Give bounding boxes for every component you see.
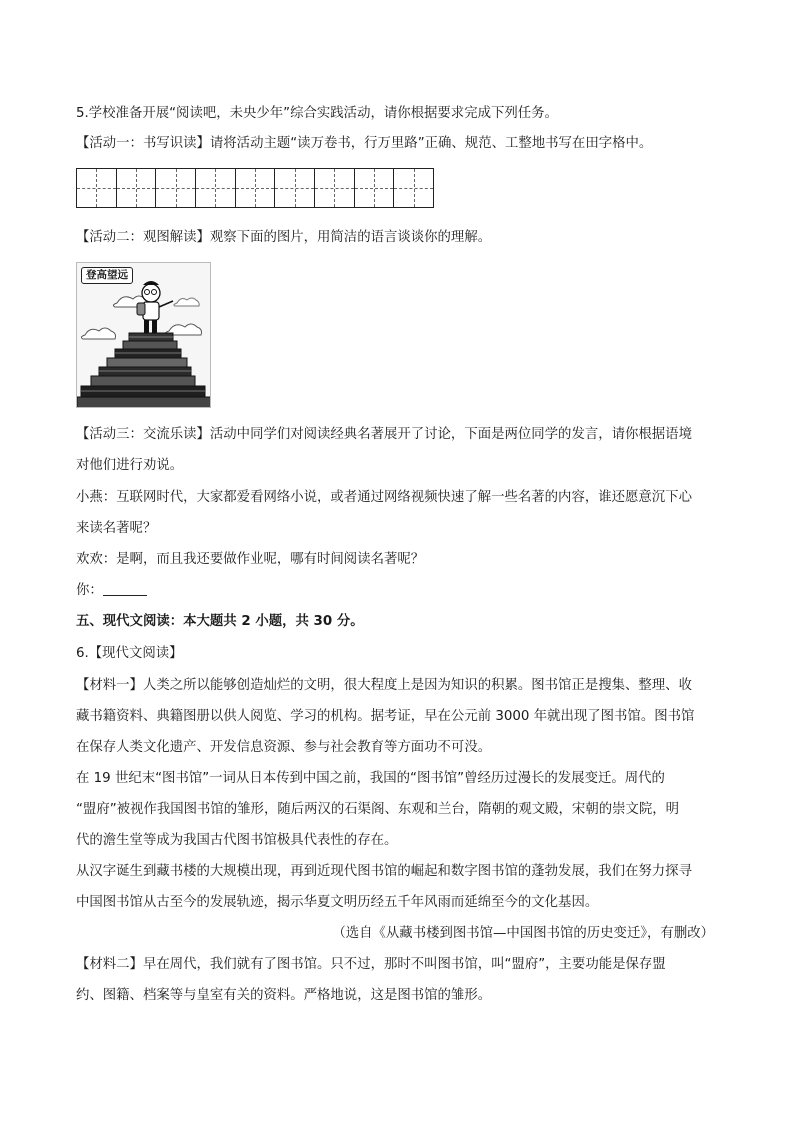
grid-cell[interactable] — [77, 169, 117, 207]
grid-cell[interactable] — [275, 169, 315, 207]
material-1-para3-line-1: 从汉字诞生到藏书楼的大规模出现，再到近现代图书馆的崛起和数字图书馆的蓬勃发展，我们在努力探寻 — [76, 864, 692, 879]
material-1-para3-line-2: 中国图书馆从古至今的发展轨迹，揭示华夏文明历经五千年风雨而延绵至今的文化基因。 — [76, 895, 599, 910]
activity-3-line-1: 【活动三：交流乐读】活动中同学们对阅读经典名著展开了讨论，下面是两位同学的发言，请你根据语境 — [76, 427, 692, 442]
answer-line — [76, 581, 147, 601]
grid-cell[interactable] — [156, 169, 196, 207]
material-1-para2-line-2: “盟府”被视作我国图书馆的雏形，随后两汉的石渠阁、东观和兰台，隋朝的观文殿，宋朝的崇文院，明 — [76, 802, 680, 817]
activity-2-text: 【活动二：观图解读】观察下面的图片，用简洁的语言谈谈你的理解。 — [76, 230, 492, 245]
cartoon-drawing-icon — [77, 263, 211, 408]
material-2-line-2: 约、图籍、档案等与皇室有关的资料。严格地说，这是图书馆的雏形。 — [76, 988, 492, 1003]
answer-blank[interactable] — [103, 581, 147, 596]
you-label: 你： — [76, 583, 103, 598]
material-1-line-3: 在保存人类文化遗产、开发信息资源、参与社会教育等方面功不可没。 — [76, 740, 492, 755]
question-5-intro: 5.学校准备开展“阅读吧，未央少年”综合实践活动，请你根据要求完成下列任务。 — [76, 106, 558, 121]
xiaoyan-line-2: 来读名著呢？ — [76, 521, 157, 536]
grid-cell[interactable] — [196, 169, 236, 207]
writing-grid[interactable] — [76, 168, 434, 208]
grid-cell[interactable] — [117, 169, 157, 207]
material-1-line-2: 藏书籍资料、典籍图册以供人阅览、学习的机构。据考证，早在公元前 3000 年就出现了图书馆。图书馆 — [76, 709, 695, 724]
grid-cell[interactable] — [355, 169, 395, 207]
grid-cell[interactable] — [394, 169, 433, 207]
huanhuan-line: 欢欢：是啊，而且我还要做作业呢，哪有时间阅读名著呢？ — [76, 552, 425, 567]
section-5-heading: 五、现代文阅读：本大题共 2 小题，共 30 分。 — [76, 614, 364, 629]
question-6-title: 6.【现代文阅读】 — [76, 646, 183, 661]
cartoon-image — [76, 262, 211, 408]
activity-3-line-2: 对他们进行劝说。 — [76, 458, 184, 473]
material-2-line-1: 【材料二】早在周代，我们就有了图书馆。只不过，那时不叫图书馆，叫“盟府”，主要功能是保存盟 — [76, 957, 666, 972]
grid-cell[interactable] — [315, 169, 355, 207]
material-1-para2-line-1: 在 19 世纪末“图书馆”一词从日本传到中国之前，我国的“图书馆”曾经历过漫长的发展变迁。周代的 — [76, 771, 665, 786]
cartoon-caption: 登高望远 — [81, 267, 133, 284]
material-1-para2-line-3: 代的澹生堂等成为我国古代图书馆极具代表性的存在。 — [76, 833, 398, 848]
material-1-source: （选自《从藏书楼到图书馆—中国图书馆的历史变迁》，有删改） — [332, 926, 714, 941]
activity-1-text: 【活动一：书写识读】请将活动主题“读万卷书，行万里路”正确、规范、工整地书写在田字格中。 — [76, 136, 653, 151]
material-1-line-1: 【材料一】人类之所以能够创造灿烂的文明，很大程度上是因为知识的积累。图书馆正是搜集、整理、收 — [76, 678, 692, 693]
xiaoyan-line-1: 小燕：互联网时代，大家都爱看网络小说，或者通过网络视频快速了解一些名著的内容，谁还愿意沉下心 — [76, 490, 692, 505]
grid-cell[interactable] — [236, 169, 276, 207]
